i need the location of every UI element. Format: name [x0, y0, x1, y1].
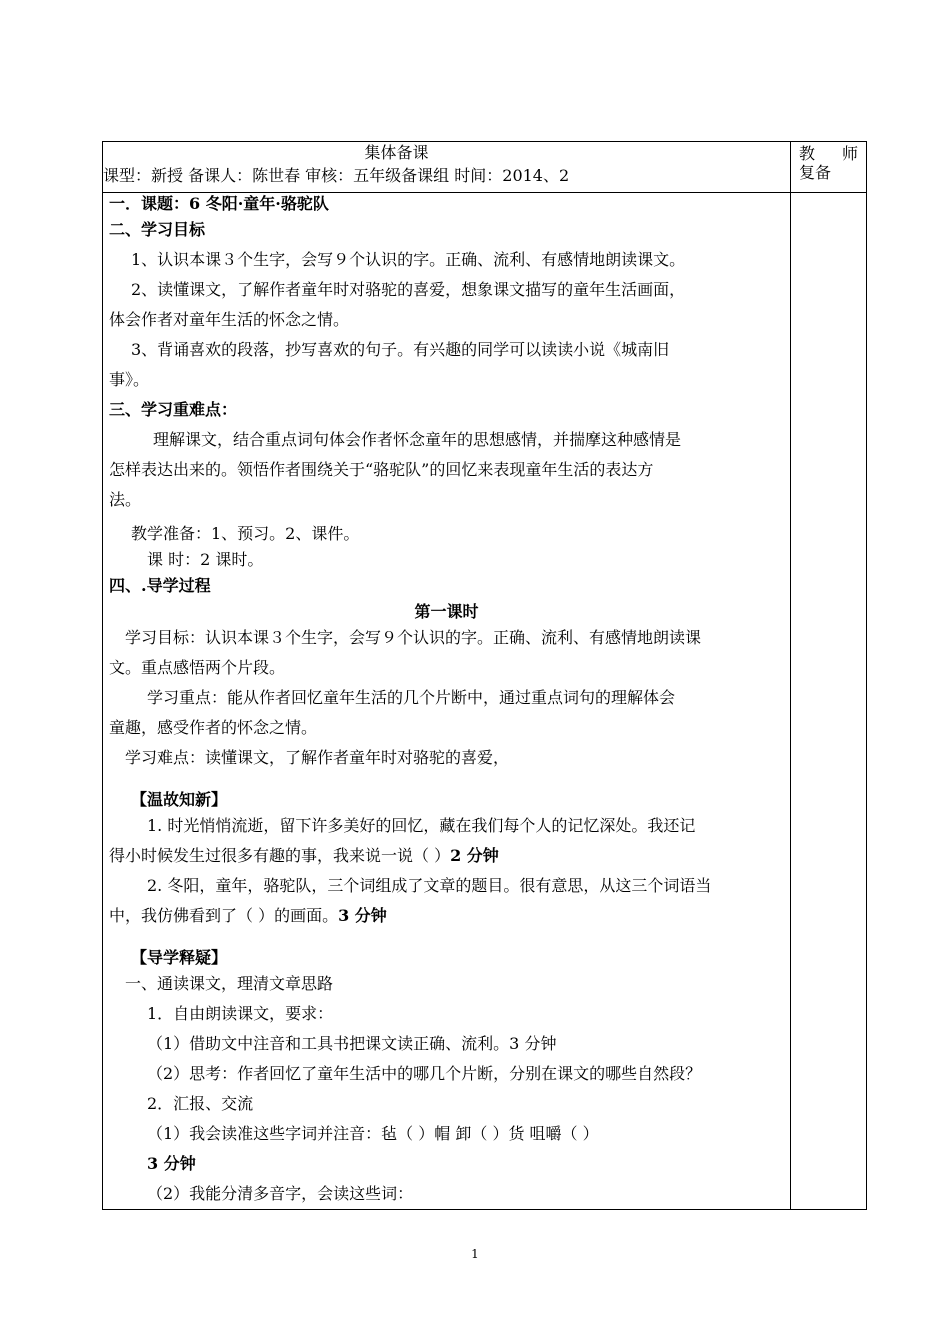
review-2-line-2 — [109, 901, 784, 931]
review-2-time: 3 分钟 — [338, 906, 387, 925]
goal-3-line-1: 3、背诵喜欢的段落，抄写喜欢的句子。有兴趣的同学可以读读小说《城南旧 — [131, 340, 670, 359]
step-1: 1．自由朗读课文，要求： — [147, 1004, 334, 1023]
focus-line-2: 童趣，感受作者的怀念之情。 — [109, 718, 318, 737]
topic: 一．课题：6 冬阳·童年·骆驼队 — [109, 194, 329, 213]
content-cell — [103, 193, 791, 1210]
step-2-time: 3 分钟 — [147, 1154, 196, 1173]
objective-line-1: 学习目标：认识本课３个生字，会写９个认识的字。正确、流利、有感情地朗读课 — [125, 628, 702, 647]
lesson-one-title: 第一课时 — [414, 602, 479, 621]
side-header-cell — [791, 142, 867, 193]
review-1-text: 得小时候发生过很多有趣的事，我来说一说（ ） — [109, 846, 451, 865]
side-header-char-2: 师 — [841, 144, 858, 163]
key-line-3: 法。 — [109, 490, 142, 509]
teaching-prep: 教学准备：1、预习。2、课件。 — [131, 524, 360, 543]
guide-heading: 【导学释疑】 — [131, 948, 228, 967]
side-header-line-2: 复备 — [799, 163, 832, 182]
goal-1: 1、认识本课３个生字，会写９个认识的字。正确、流利、有感情地朗读课文。 — [131, 250, 686, 269]
step-1-item-2: （2）思考：作者回忆了童年生活中的哪几个片断，分别在课文的哪些自然段？ — [147, 1064, 702, 1083]
goal-2-line-1: 2、读懂课文，了解作者童年时对骆驼的喜爱，想象课文描写的童年生活画面， — [131, 280, 686, 299]
process-heading: 四、.导学过程 — [109, 576, 211, 595]
guide-section-1: 一、通读课文，理清文章思路 — [125, 974, 334, 993]
goals-heading: 二、学习目标 — [109, 220, 206, 239]
teacher-review-cell — [791, 193, 867, 1210]
step-1-item-1: （1）借助文中注音和工具书把课文读正确、流利。3 分钟 — [147, 1034, 557, 1053]
header-meta: 课型：新授 备课人：陈世春 审核：五年级备课组 时间：2014、2 — [103, 166, 570, 185]
step-2: 2．汇报、交流 — [147, 1094, 254, 1113]
difficulty: 学习难点：读懂课文，了解作者童年时对骆驼的喜爱， — [125, 748, 510, 767]
page-number: 1 — [471, 1247, 479, 1261]
header-cell — [103, 142, 791, 193]
review-2-text: 中，我仿佛看到了（ ）的画面。 — [109, 906, 339, 925]
step-2-item-1: （1）我会读准这些字词并注音：毡（ ）帽 卸（ ）货 咀嚼（ ） — [147, 1124, 599, 1143]
class-hours: 课 时：2 课时。 — [147, 550, 264, 569]
objective-line-2: 文。重点感悟两个片段。 — [109, 658, 286, 677]
review-1-line-1: 1. 时光悄悄流逝，留下许多美好的回忆，藏在我们每个人的记忆深处。我还记 — [147, 816, 696, 835]
key-line-1: 理解课文，结合重点词句体会作者怀念童年的思想感情，并揣摩这种感情是 — [153, 430, 682, 449]
review-1-line-2 — [109, 841, 784, 871]
focus-line-1: 学习重点：能从作者回忆童年生活的几个片断中，通过重点词句的理解体会 — [147, 688, 676, 707]
lesson-plan-table — [102, 141, 867, 1210]
key-heading: 三、学习重难点： — [109, 400, 238, 419]
header-title: 集体备课 — [364, 143, 429, 162]
review-1-time: 2 分钟 — [450, 846, 499, 865]
goal-2-line-2: 体会作者对童年生活的怀念之情。 — [109, 310, 350, 329]
key-line-2: 怎样表达出来的。领悟作者围绕关于“骆驼队”的回忆来表现童年生活的表达方 — [109, 460, 654, 479]
review-2-line-1: 2. 冬阳，童年，骆驼队，三个词组成了文章的题目。很有意思，从这三个词语当 — [147, 876, 712, 895]
side-header-char-1: 教 — [799, 144, 816, 163]
goal-3-line-2: 事》。 — [109, 370, 150, 389]
review-heading: 【温故知新】 — [131, 790, 228, 809]
step-2-item-2: （2）我能分清多音字，会读这些词： — [147, 1184, 414, 1203]
